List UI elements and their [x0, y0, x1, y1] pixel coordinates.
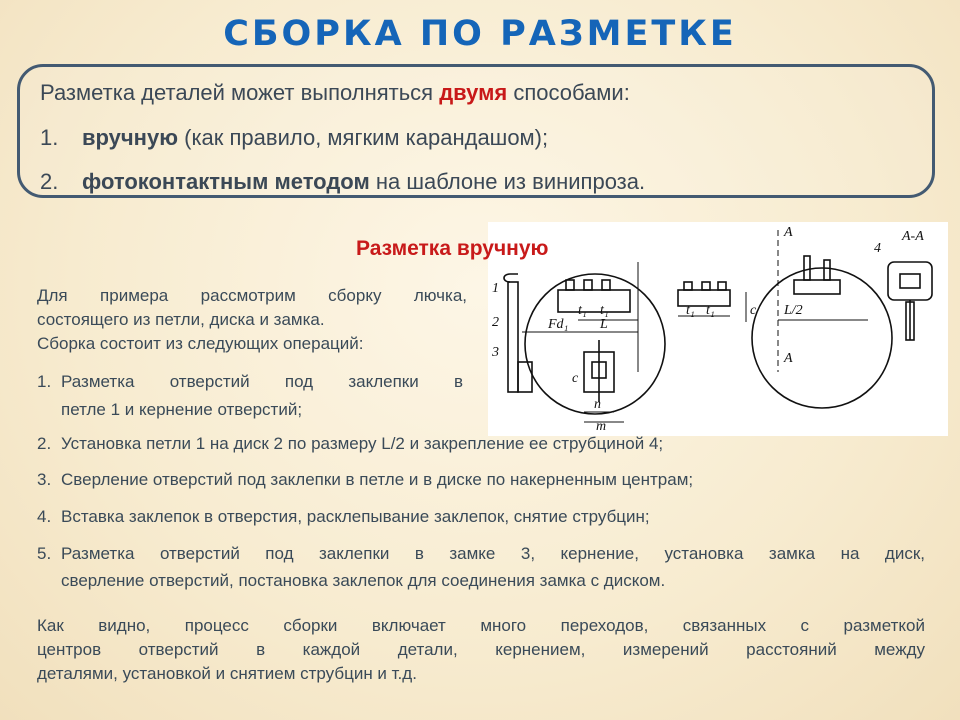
- assembly-drawing: [488, 222, 948, 436]
- disk-right: [752, 268, 892, 408]
- method-item-2: 2. фотоконтактным методом на шаблоне из винипроза.: [40, 169, 646, 194]
- method-item-1: 1. вручную (как правило, мягким карандашом);: [40, 125, 549, 150]
- label-n: n: [594, 397, 601, 412]
- label-1: 1: [492, 281, 499, 296]
- label-A-A: A-A: [902, 229, 924, 244]
- slide-title: СБОРКА ПО РАЗМЕТКЕ: [223, 14, 737, 54]
- label-3: 3: [492, 345, 499, 360]
- section-subtitle: Разметка вручную: [356, 237, 549, 260]
- disk-left: [525, 274, 665, 414]
- highlight-word: двумя: [439, 80, 508, 105]
- intro-paragraph: Для примера рассмотрим сборку лючка, состоящего из петли, диска и замка. Сборка состоит из следующих операций:: [37, 286, 467, 353]
- label-2: 2: [492, 315, 499, 330]
- label-c: c: [750, 303, 757, 318]
- label-L2: L/2: [784, 303, 803, 318]
- assembly-drawing-svg: [488, 222, 948, 436]
- intro-box: [17, 64, 935, 198]
- conclusion-paragraph: Как видно, процесс сборки включает много переходов, связанных с разметкой центров отверстий в каждой детали, кернением, измерений расстояний между деталями, установкой и снятием струбцин и т.д.: [37, 616, 925, 683]
- label-m: m: [596, 419, 607, 434]
- label-fd: Fd₁: [548, 317, 569, 332]
- label-t1: t₁: [686, 303, 695, 318]
- label-c: c: [572, 371, 579, 386]
- label-t1: t₁: [600, 303, 609, 318]
- label-t1: t₁: [706, 303, 715, 318]
- hinge-plate: [558, 290, 630, 312]
- label-A: A: [784, 225, 793, 240]
- label-A: A: [784, 351, 793, 366]
- label-t1: t₁: [578, 303, 587, 318]
- label-L: L: [600, 317, 608, 332]
- label-4: 4: [874, 241, 881, 256]
- intro-line: Разметка деталей может выполняться двумя способами:: [40, 80, 630, 105]
